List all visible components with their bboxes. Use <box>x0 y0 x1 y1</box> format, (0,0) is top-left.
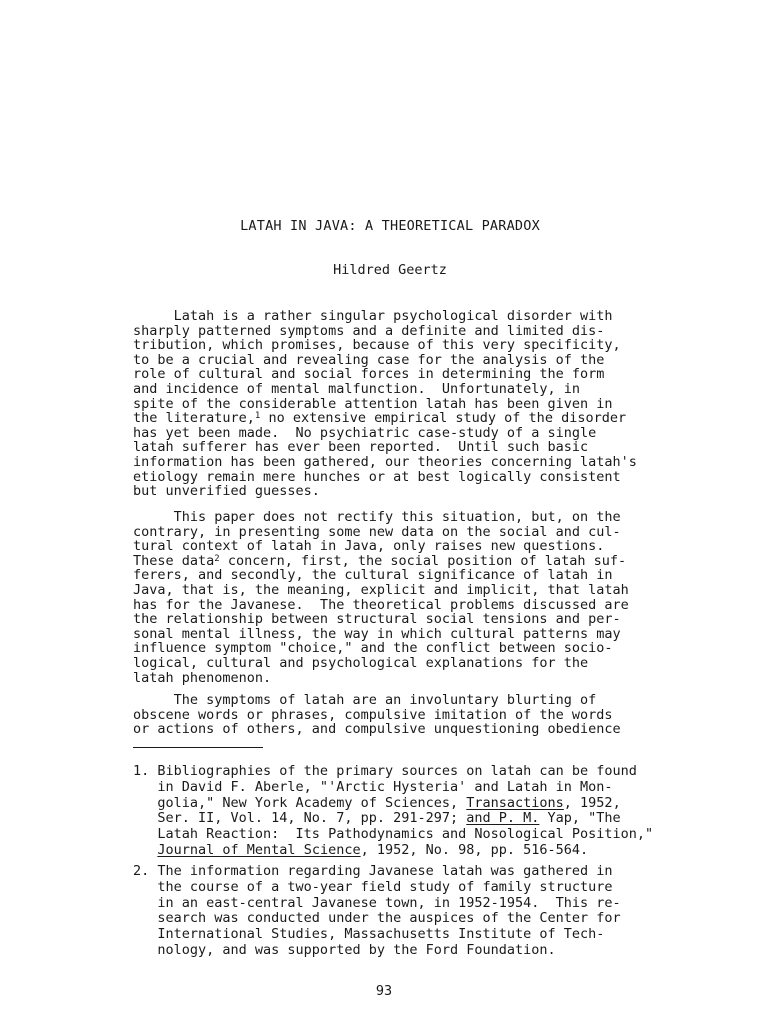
page-number: 93 <box>375 983 393 999</box>
footnote-1-text-d: , 1952, No. 98, pp. 516-564. <box>360 841 589 858</box>
footnote-1-text-a: 1. Bibliographies of the primary sources on latah can be found in David F. Aberle, "'Arctic Hysteria' and Latah in Mon- golia," New York Academy of Sciences, <box>133 763 637 811</box>
footnote-1 <box>133 764 653 859</box>
footnote-2: 2. The information regarding Javanese latah was gathered in the course of a two-year field study of family structure in an east-central Javanese town, in 1952-1954. This re- search was conducted under the auspices of the Center for International Studies, Massachusetts Institute of Tech- nology, and was supported by the Ford Foundation. <box>133 863 621 958</box>
paragraph-2-text-a: This paper does not rectify this situation, but, on the contrary, in presenting some new data on the social and cul- tural context of latah in Java, only raises new questions. These data <box>133 509 621 569</box>
paragraph-1-text-a: Latah is a rather singular psychological disorder with sharply patterned symptoms and a definite and limited dis- tribution, which promises, because of this very specificity, to be a crucial and revealing case for the analysis of the role of cultural and social forces in determining the form and incidence of mental malfunction. Unfortunately, in spite of the considerable attention latah has been given in the literature, <box>133 308 621 427</box>
footnote-1-journal-title: Journal of Mental Science <box>157 841 361 858</box>
footnote-1-underlined-author: and P. M. <box>466 810 540 827</box>
footnote-ref-1: 1 <box>254 411 261 422</box>
footnote-1-text-c: Yap, "The Latah Reaction: Its Pathodynamics and Nosological Position," <box>157 810 654 843</box>
paragraph-2 <box>133 510 653 685</box>
paragraph-3: The symptoms of latah are an involuntary blurting of obscene words or phrases, compulsive imitation of the words or actions of others, and compulsive unquestioning obedience <box>133 692 621 738</box>
footnote-ref-2: 2 <box>214 553 220 564</box>
paragraph-1 <box>133 309 653 499</box>
paragraph-2-text-b: concern, first, the social position of latah suf- ferers, and secondly, the cultural significance of latah in Java, that is, the meaning, explicit and implicit, that latah has for the Javanese. The theoretical problems discussed are the relationship between structural social tensions and per- sonal mental illness, the way in which cultural patterns may influence symptom "choice," and the conflict between socio- logical, cultural and psychological explanations for the latah phenomenon. <box>133 552 629 686</box>
author-name: Hildred Geertz <box>333 262 447 278</box>
article-title: LATAH IN JAVA: A THEORETICAL PARADOX <box>240 218 540 234</box>
footnote-1-text-b: , 1952, Ser. II, Vol. 14, No. 7, pp. 291-297; <box>157 794 621 827</box>
paragraph-1-text-b: no extensive empirical study of the disorder has yet been made. No psychiatric case-study of a single latah sufferer has ever been reported. Until such basic information has been gathered, our theories concerning latah's etiology remain mere hunches or at best logically consistent but unverified guesses. <box>133 410 637 500</box>
footnote-divider <box>133 747 263 748</box>
footnote-1-journal-transactions: Transactions <box>466 794 564 811</box>
